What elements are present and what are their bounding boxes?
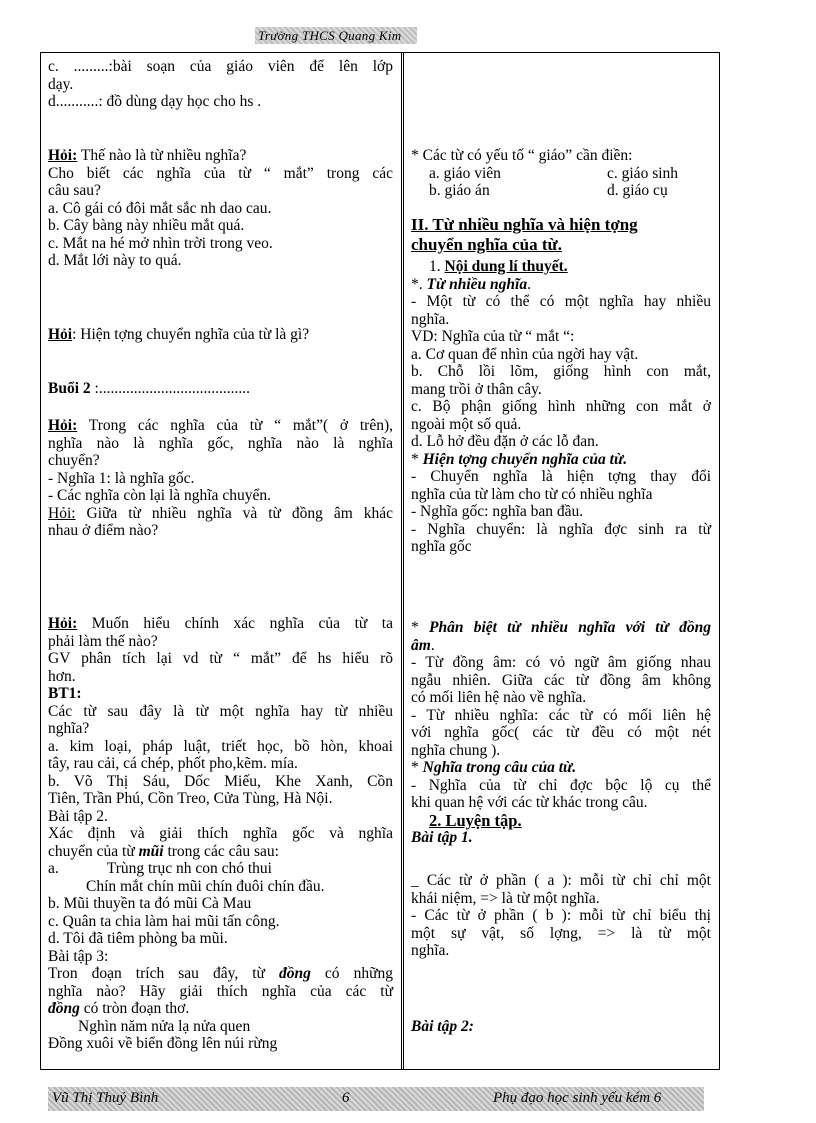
q1-d: d. Mắt lới này to quá.: [48, 252, 182, 269]
bt2-line-2a: chuyển của từ: [48, 842, 139, 860]
q3-line-1: Trong các nghĩa của từ “ mắt”( ở trên),: [77, 417, 393, 434]
sub1-num: 1.: [429, 258, 441, 275]
r17: có mối liên hệ nào về nghĩa.: [411, 689, 587, 706]
q5-line-1: Muốn hiểu chính xác nghĩa của từ ta: [77, 615, 393, 632]
buoi-dots: :.......................................: [90, 380, 250, 397]
r4: a. Cơ quan để nhìn của ngời hay vật.: [411, 345, 639, 363]
r27: nghĩa.: [411, 942, 450, 959]
q1-line-2: Cho biết các nghĩa của từ “ mắt” trong các: [48, 164, 393, 182]
r1: - Một từ có thể có một nghĩa hay nhiều: [411, 293, 711, 310]
r13: - Nghĩa chuyển: là nghĩa đợc sinh ra từ: [411, 520, 711, 538]
left-c-line-2: dạy.: [48, 75, 74, 93]
left-c-line: c. .........:bài soạn của giáo viên để lên lớp: [48, 58, 393, 75]
r14: nghĩa gốc: [411, 538, 472, 555]
fill-a: a. giáo viên: [429, 164, 501, 182]
bt2-d: d. Tôi đã tiêm phòng ba mũi.: [48, 930, 228, 947]
star3-b: Phân biệt từ nhiều nghĩa với từ đồng: [429, 619, 712, 636]
r9: d. Lỗ hở đều đặn ở các lỗ đan.: [411, 433, 599, 450]
q2-text: : Hiện tợng chuyển nghĩa của từ là gì?: [72, 326, 310, 343]
bt2-a-label: a.: [48, 860, 59, 877]
r21: - Nghĩa của từ chỉ đợc bộc lộ cụ thể: [411, 776, 711, 794]
bt1-a-2: tây, rau cải, cá chép, phốt pho,kẽm. mía.: [48, 755, 298, 772]
r10: - Chuyển nghĩa là hiện tợng thay đổi: [411, 468, 711, 485]
r11: nghĩa của từ làm cho từ có nhiều nghĩa: [411, 485, 653, 503]
q1-line-3: câu sau?: [48, 182, 101, 199]
bt3-word-2: đồng: [48, 1000, 80, 1017]
bt1-b-1: b. Võ Thị Sáu, Dốc Miếu, Khe Xanh, Cồn: [48, 772, 393, 790]
bt3-line-1a: Tron đoạn trích sau đây, từ: [48, 965, 279, 982]
bt3-poem-2: Đồng xuôi về biển đồng lên núi rừng: [48, 1035, 278, 1052]
star1-a: *.: [411, 275, 427, 293]
bt3-label: Bài tập 3:: [48, 947, 109, 965]
q5-line-3: GV phân tích lại vd từ “ mắt” để hs hiểu rõ: [48, 650, 393, 667]
q3-line-3: chuyển?: [48, 452, 100, 469]
r18: - Từ nhiều nghĩa: các từ có mối liên hệ: [411, 706, 711, 724]
q4-line-2: nhau ở điểm nào?: [48, 522, 159, 539]
q3-answer-1: - Nghĩa 1: là nghĩa gốc.: [48, 469, 195, 487]
q4-line-1: Giữa từ nhiều nghĩa và từ đồng âm khác: [75, 504, 393, 522]
sub1-label: Nội dung lí thuyết.: [444, 258, 568, 275]
bt2-b: b. Mũi thuyền ta đó mũi Cà Mau: [48, 895, 252, 912]
bt2-a-1: Trùng trục nh con chó thui: [106, 860, 272, 877]
r6: mang trồi ở thân cây.: [411, 380, 542, 398]
left-d-line: d...........: đồ dùng dạy học cho hs .: [48, 93, 262, 110]
fill-b: b. giáo án: [429, 182, 490, 199]
fill-intro: * Các từ có yếu tố “ giáo” cần điền:: [411, 147, 633, 164]
section-2-title-2: chuyển nghĩa của từ.: [411, 234, 562, 254]
fill-c: c. giáo sinh: [607, 164, 679, 182]
q1-text: Thế nào là từ nhiều nghĩa?: [77, 147, 247, 164]
q1-c: c. Mắt na hé mở nhìn trời trong veo.: [48, 234, 273, 252]
r12: - Nghĩa gốc: nghĩa ban đầu.: [411, 503, 584, 520]
bt1-b-2: Tiên, Trần Phú, Cồn Treo, Cửa Tùng, Hà Nội.: [48, 790, 333, 807]
bt2-title: Bài tập 2:: [411, 1018, 474, 1035]
q2-label: Hỏi: [48, 326, 73, 343]
q4-label: Hỏi:: [48, 504, 76, 522]
r15: - Từ đồng âm: có vỏ ngữ âm giống nhau: [411, 654, 711, 671]
r5: b. Chỗ lồi lõm, giống hình con mắt,: [411, 363, 711, 380]
q1-b: b. Cây bàng này nhiều mắt quá.: [48, 217, 245, 234]
bt2-label: Bài tập 2.: [48, 807, 108, 825]
bt1-label: BT1:: [48, 685, 82, 702]
star3-d: .: [430, 636, 435, 654]
bt1-line-2: nghĩa?: [48, 720, 90, 737]
r7: c. Bộ phận giống hình những con mắt ở: [411, 398, 711, 415]
q5-label: Hỏi:: [48, 615, 78, 632]
header-school: Trường THCS Quang Kim: [258, 28, 402, 43]
r22: khi quan hệ với các từ khác trong câu.: [411, 794, 648, 811]
footer-author: Vũ Thị Thuỷ Bình: [52, 1090, 159, 1106]
r19: với nghĩa gốc( các từ đều có một nét: [411, 724, 711, 741]
column-divider: [401, 53, 404, 1069]
q5-line-4: hơn.: [48, 667, 76, 685]
bt2-line-2b: trong các câu sau:: [163, 842, 279, 860]
bt3-word: đồng: [279, 965, 311, 982]
bt2-a-2: Chín mắt chín mũi chín đuôi chín đầu.: [86, 877, 325, 895]
q3-answer-2: - Các nghĩa còn lại là nghĩa chuyển.: [48, 487, 271, 504]
star2-b: Hiện tợng chuyển nghĩa của từ.: [422, 450, 628, 468]
r16: ngẫu nhiên. Giữa các từ đồng âm không: [411, 671, 711, 689]
section-2-title-1: II. Từ nhiều nghĩa và hiện tợng: [411, 215, 638, 234]
r23: _ Các từ ở phần ( a ): mỗi từ chỉ chỉ một: [411, 872, 711, 889]
bt3-line-3b: có tròn đoạn thơ.: [79, 1000, 190, 1017]
bt2-word: mũi: [138, 842, 164, 860]
sub2-title: 2. Luyện tập.: [429, 810, 522, 830]
r25: - Các từ ở phần ( b ): mỗi từ chỉ biểu thị: [411, 907, 711, 924]
star4-b: Nghĩa trong câu của từ.: [422, 759, 577, 776]
star4-a: *: [411, 759, 423, 776]
r8: ngoài một số quả.: [411, 415, 522, 433]
bt2-c: c. Quân ta chia làm hai mũi tấn công.: [48, 912, 280, 930]
footer-page-number: 6: [342, 1090, 350, 1106]
footer-subject: Phụ đạo học sinh yếu kém 6: [493, 1090, 662, 1106]
bt1-a-1: a. kim loại, pháp luật, triết học, bồ hòn, khoai: [48, 737, 393, 755]
q3-label: Hỏi:: [48, 417, 78, 434]
q3-line-2: nghĩa nào là nghĩa gốc, nghĩa nào là nghĩa: [48, 434, 393, 452]
r20: nghĩa chung ).: [411, 741, 501, 759]
bt3-poem-1: Nghìn năm nửa lạ nửa quen: [78, 1017, 251, 1035]
q1-label: Hỏi:: [48, 147, 78, 164]
bt3-line-2: nghĩa nào? Hãy giải thích nghĩa của các từ: [48, 982, 393, 1000]
r3: VD: Nghĩa của từ “ mắt “:: [411, 328, 575, 345]
bt1-line-1: Các từ sau đây là từ một nghĩa hay từ nhiều: [48, 702, 393, 720]
bt1-title: Bài tập 1.: [411, 829, 473, 846]
r2: nghĩa.: [411, 310, 450, 328]
buoi-label: Buổi 2: [48, 380, 91, 397]
star1-c: .: [527, 275, 531, 293]
r24: khái niệm, => là từ một nghĩa.: [411, 889, 600, 907]
r26: một sự vật, số lợng, => là từ một: [411, 924, 711, 942]
star3-a: *: [411, 619, 429, 636]
star3-c: âm: [411, 636, 431, 654]
q5-line-2: phải làm thế nào?: [48, 632, 158, 650]
bt3-line-1b: có những: [310, 965, 393, 982]
bt2-line-1: Xác định và giải thích nghĩa gốc và nghĩa: [48, 825, 393, 842]
q1-a: a. Cô gái có đôi mắt sắc nh dao cau.: [48, 199, 272, 217]
star1-b: Từ nhiều nghĩa: [426, 275, 528, 293]
star2-a: *: [411, 450, 423, 468]
fill-d: d. giáo cụ: [607, 182, 668, 199]
